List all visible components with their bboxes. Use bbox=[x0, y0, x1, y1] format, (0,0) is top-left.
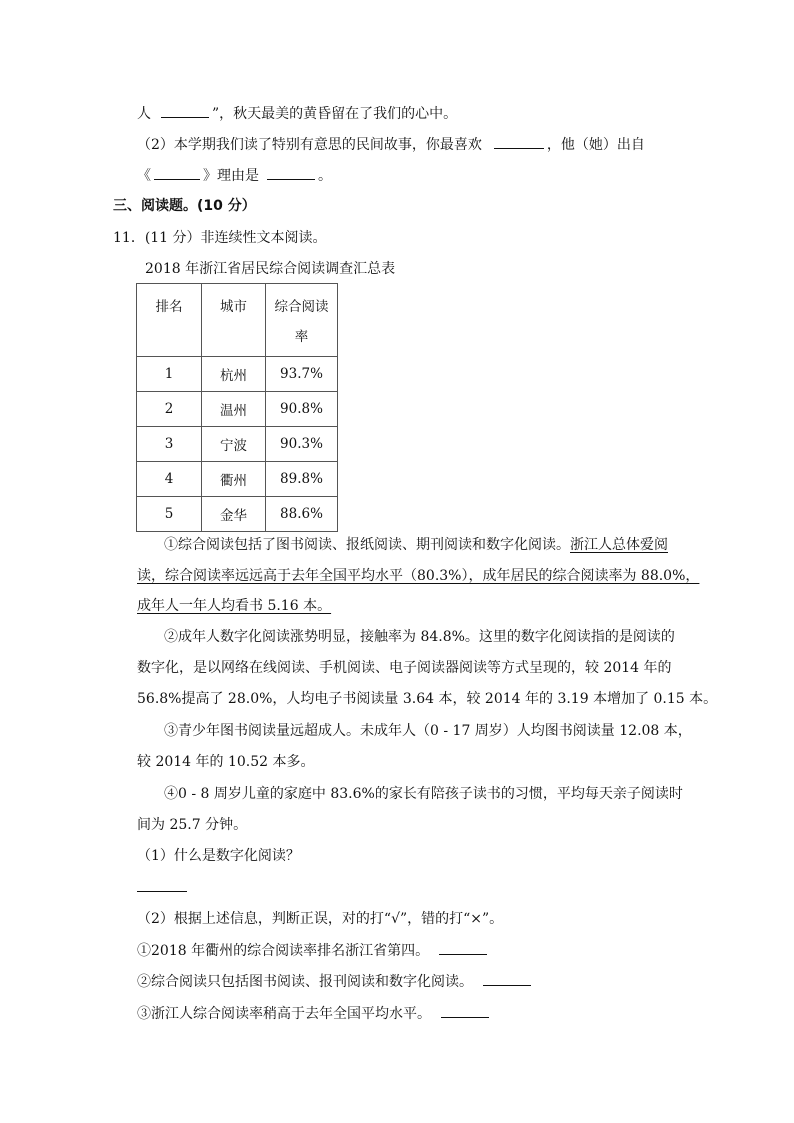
paragraph-3-line-2: 较 2014 年的 10.52 本多。 bbox=[137, 754, 315, 770]
underlined-text: 浙江人总体爱阅 bbox=[570, 537, 668, 553]
table-cell: 衢州 bbox=[202, 462, 266, 497]
answer-blank[interactable] bbox=[161, 103, 209, 118]
table-cell: 金华 bbox=[202, 497, 266, 532]
table-title: 2018 年浙江省居民综合阅读调查汇总表 bbox=[145, 261, 396, 277]
table-cell: 2 bbox=[137, 392, 202, 427]
judgment-item-2 bbox=[137, 971, 534, 992]
table-cell: 杭州 bbox=[202, 357, 266, 392]
table-cell: 1 bbox=[137, 357, 202, 392]
table-cell: 88.6% bbox=[266, 497, 338, 532]
table-header-cell: 排名 bbox=[137, 284, 202, 357]
question-header: 11．(11 分）非连续性文本阅读。 bbox=[113, 230, 327, 246]
paragraph-1-line-2: 读，综合阅读率远远高于去年全国平均水平（80.3%），成年居民的综合阅读率为 88.0%， bbox=[137, 568, 700, 584]
answer-blank[interactable] bbox=[267, 165, 315, 180]
judgment-item-3 bbox=[137, 1003, 492, 1024]
paragraph-2-line-3: 56.8%提高了 28.0%，人均电子书阅读量 3.64 本，较 2014 年的 3.19 本增加了 0.15 本。 bbox=[137, 691, 718, 707]
answer-blank[interactable] bbox=[483, 971, 531, 986]
question-text: 。 bbox=[318, 168, 332, 184]
table-header-row bbox=[137, 284, 338, 357]
table-cell: 90.8% bbox=[266, 392, 338, 427]
question-text: 《 bbox=[137, 168, 151, 184]
answer-blank[interactable] bbox=[137, 877, 187, 892]
table-header-cell: 综合阅读率 bbox=[266, 284, 338, 357]
table-row bbox=[137, 497, 338, 532]
question-text: 》理由是 bbox=[203, 168, 259, 184]
table-row bbox=[137, 427, 338, 462]
answer-blank[interactable] bbox=[154, 165, 200, 180]
judgment-text: ①2018 年衢州的综合阅读率排名浙江省第四。 bbox=[137, 943, 430, 959]
judgment-text: ②综合阅读只包括图书阅读、报刊阅读和数字化阅读。 bbox=[137, 974, 473, 990]
table-cell: 4 bbox=[137, 462, 202, 497]
intro-line-3 bbox=[137, 165, 332, 186]
table-cell: 温州 bbox=[202, 392, 266, 427]
paragraph-2-line-2: 数字化，是以网络在线阅读、手机阅读、电子阅读器阅读等方式呈现的，较 2014 年的 bbox=[137, 660, 672, 676]
paragraph-1-line-3: 成年人一年人均看书 5.16 本。 bbox=[137, 598, 332, 614]
paragraph-4-line-1: ④0 - 8 周岁儿童的家庭中 83.6%的家长有陪孩子读书的习惯，平均每天亲子阅读时 bbox=[164, 786, 683, 802]
intro-line-2 bbox=[137, 134, 645, 155]
sub-question-1: （1）什么是数字化阅读？ bbox=[137, 848, 300, 864]
answer-blank[interactable] bbox=[439, 940, 487, 955]
table-row bbox=[137, 462, 338, 497]
table-cell: 90.3% bbox=[266, 427, 338, 462]
judgment-text: ③浙江人综合阅读率稍高于去年全国平均水平。 bbox=[137, 1006, 431, 1022]
paragraph-text: ①综合阅读包括了图书阅读、报纸阅读、期刊阅读和数字化阅读。 bbox=[164, 537, 570, 553]
paragraph-3-line-1: ③青少年图书阅读量远超成人。未成年人（0 - 17 周岁）人均图书阅读量 12.08 本， bbox=[164, 723, 692, 739]
table-cell: 3 bbox=[137, 427, 202, 462]
judgment-item-1 bbox=[137, 940, 490, 961]
intro-text: 人 bbox=[137, 106, 151, 122]
question-text: （2）本学期我们读了特别有意思的民间故事，你最喜欢 bbox=[137, 137, 482, 153]
table-row bbox=[137, 357, 338, 392]
table-row bbox=[137, 392, 338, 427]
table-header-cell: 城市 bbox=[202, 284, 266, 357]
question-text: ，他（她）出自 bbox=[546, 137, 645, 153]
paragraph-1-line-1 bbox=[164, 535, 668, 555]
section-title: 三、阅读题。(10 分） bbox=[113, 198, 256, 214]
table-cell: 93.7% bbox=[266, 357, 338, 392]
answer-line-1 bbox=[137, 877, 187, 898]
sub-question-2: （2）根据上述信息，判断正误，对的打“√”，错的打“×”。 bbox=[137, 911, 504, 927]
table-cell: 5 bbox=[137, 497, 202, 532]
intro-line-1 bbox=[137, 103, 457, 124]
answer-blank[interactable] bbox=[441, 1003, 489, 1018]
survey-table bbox=[136, 283, 338, 532]
table-cell: 89.8% bbox=[266, 462, 338, 497]
paragraph-4-line-2: 间为 25.7 分钟。 bbox=[137, 817, 248, 833]
intro-text: ”，秋天最美的黄昏留在了我们的心中。 bbox=[212, 106, 458, 122]
answer-blank[interactable] bbox=[494, 134, 544, 149]
table-cell: 宁波 bbox=[202, 427, 266, 462]
paragraph-2-line-1: ②成年人数字化阅读涨势明显，接触率为 84.8%。这里的数字化阅读指的是阅读的 bbox=[164, 629, 675, 645]
